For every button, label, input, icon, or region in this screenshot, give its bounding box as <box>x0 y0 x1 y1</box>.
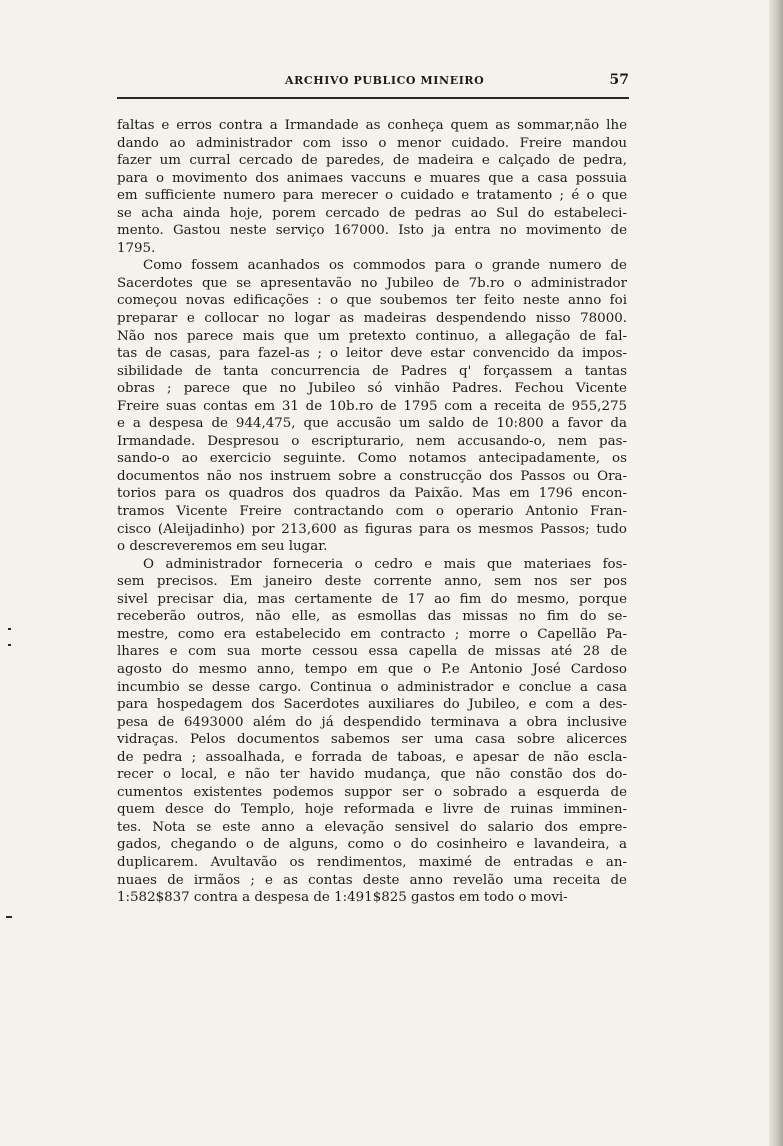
text-line: fazer um curral cercado de paredes, de madeira e calçado de pedra, <box>117 153 627 169</box>
text-line: obras ; parece que no Jubileo só vinhão Padres. Fechou Vicente <box>117 381 627 397</box>
text-line: duplicarem. Avultavão os rendimentos, maximé de entradas e an- <box>117 854 627 870</box>
text-line: Irmandade. Despresou o escripturario, nem accusando-o, nem pas- <box>117 433 627 449</box>
paragraph <box>117 117 627 257</box>
text-line: 1795. <box>117 240 156 256</box>
margin-mark <box>8 644 11 646</box>
text-line: de pedra ; assoalhada, e forrada de taboas, e apesar de não escla- <box>117 749 627 765</box>
text-line: 1:582$837 contra a despesa de 1:491$825 gastos em todo o movi- <box>117 890 568 906</box>
paragraph <box>117 556 627 907</box>
text-line: começou novas edificações : o que soubemos ter feito neste anno foi <box>117 293 627 309</box>
text-line: torios para os quadros dos quadros da Paixão. Mas em 1796 encon- <box>117 486 627 502</box>
margin-mark <box>8 628 11 630</box>
text-line: gados, chegando o de alguns, como o do cosinheiro e lavandeira, a <box>117 837 627 853</box>
text-line: o descreveremos em seu lugar. <box>117 539 328 555</box>
text-line: receberão outros, não elle, as esmollas das missas no fim do se- <box>117 609 627 625</box>
text-line: para hospedagem dos Sacerdotes auxiliares do Jubileo, e com a des- <box>117 697 627 713</box>
text-line: faltas e erros contra a Irmandade as conheça quem as sommar,não lhe <box>117 118 627 133</box>
text-line: Como fossem acanhados os commodos para o grande numero de <box>143 258 627 274</box>
text-line: tes. Nota se este anno a elevação sensivel do salario dos empre- <box>117 819 627 835</box>
text-line: lhares e com sua morte cessou essa capella de missas até 28 de <box>117 644 627 660</box>
text-line: Freire suas contas em 31 de 10b.ro de 1795 com a receita de 955,275 <box>117 398 627 414</box>
text-line: sando-o ao exercicio seguinte. Como notamos antecipadamente, os <box>117 451 627 467</box>
text-line: em sufficiente numero para merecer o cuidado e tratamento ; é o que <box>117 188 627 204</box>
text-line: sem precisos. Em janeiro deste corrente anno, sem nos ser pos <box>117 574 627 590</box>
text-line: vidraças. Pelos documentos sabemos ser uma casa sobre alicerces <box>117 732 627 748</box>
page-edge-shadow <box>769 0 783 1146</box>
text-line: mento. Gastou neste serviço 167000. Isto ja entra no movimento de <box>117 223 627 239</box>
text-line: para o movimento dos animaes vaccuns e muares que a casa possuia <box>117 170 627 186</box>
text-line: recer o local, e não ter havido mudança, que não constão dos do- <box>117 767 627 783</box>
body-text <box>117 117 627 907</box>
text-line: mestre, como era estabelecido em contracto ; morre o Capellão Pa- <box>117 626 627 642</box>
text-line: preparar e collocar no logar as madeiras despendendo nisso 78000. <box>117 311 627 327</box>
text-line: agosto do mesmo anno, tempo em que o P.e Antonio José Cardoso <box>117 661 627 677</box>
text-line: Sacerdotes que se apresentavão no Jubileo de 7b.ro o administrador <box>117 275 627 291</box>
text-line: documentos não nos instruem sobre a construcção dos Passos ou Ora- <box>117 468 627 484</box>
text-line: sivel precisar dia, mas certamente de 17 ao fim do mesmo, porque <box>117 591 627 607</box>
text-line: dando ao administrador com isso o menor cuidado. Freire mandou <box>117 135 627 151</box>
text-line: e a despesa de 944,475, que accusão um saldo de 10:800 a favor da <box>117 416 627 432</box>
margin-mark <box>6 916 12 918</box>
text-line: tas de casas, para fazel-as ; o leitor deve estar convencido da impos- <box>117 346 627 362</box>
text-line: cisco (Aleijadinho) por 213,600 as figuras para os mesmos Passos; tudo <box>117 521 627 537</box>
text-line: cumentos existentes podemos suppor ser o sobrado a esquerda de <box>117 784 627 800</box>
running-header <box>117 72 629 92</box>
text-line: quem desce do Templo, hoje reformada e livre de ruinas imminen- <box>117 802 627 818</box>
text-line: Não nos parece mais que um pretexto continuo, a allegação de fal- <box>117 328 627 344</box>
header-rule <box>117 97 629 99</box>
text-line: se acha ainda hoje, porem cercado de pedras ao Sul do estabeleci- <box>117 205 627 221</box>
paragraph <box>117 257 627 555</box>
text-line: nuaes de irmãos ; e as contas deste anno revelão uma receita de <box>117 872 627 888</box>
page-number: 57 <box>609 72 629 88</box>
running-title: ARCHIVO PUBLICO MINEIRO <box>285 74 485 87</box>
text-line: sibilidade de tanta concurrencia de Padres q' forçassem a tantas <box>117 363 627 379</box>
text-line: incumbio se desse cargo. Continua o administrador e conclue a casa <box>117 679 627 695</box>
text-line: pesa de 6493000 além do já despendido terminava a obra inclusive <box>117 714 627 730</box>
text-line: tramos Vicente Freire contractando com o operario Antonio Fran- <box>117 504 627 520</box>
text-line: O administrador forneceria o cedro e mais que materiaes fos- <box>143 556 627 572</box>
